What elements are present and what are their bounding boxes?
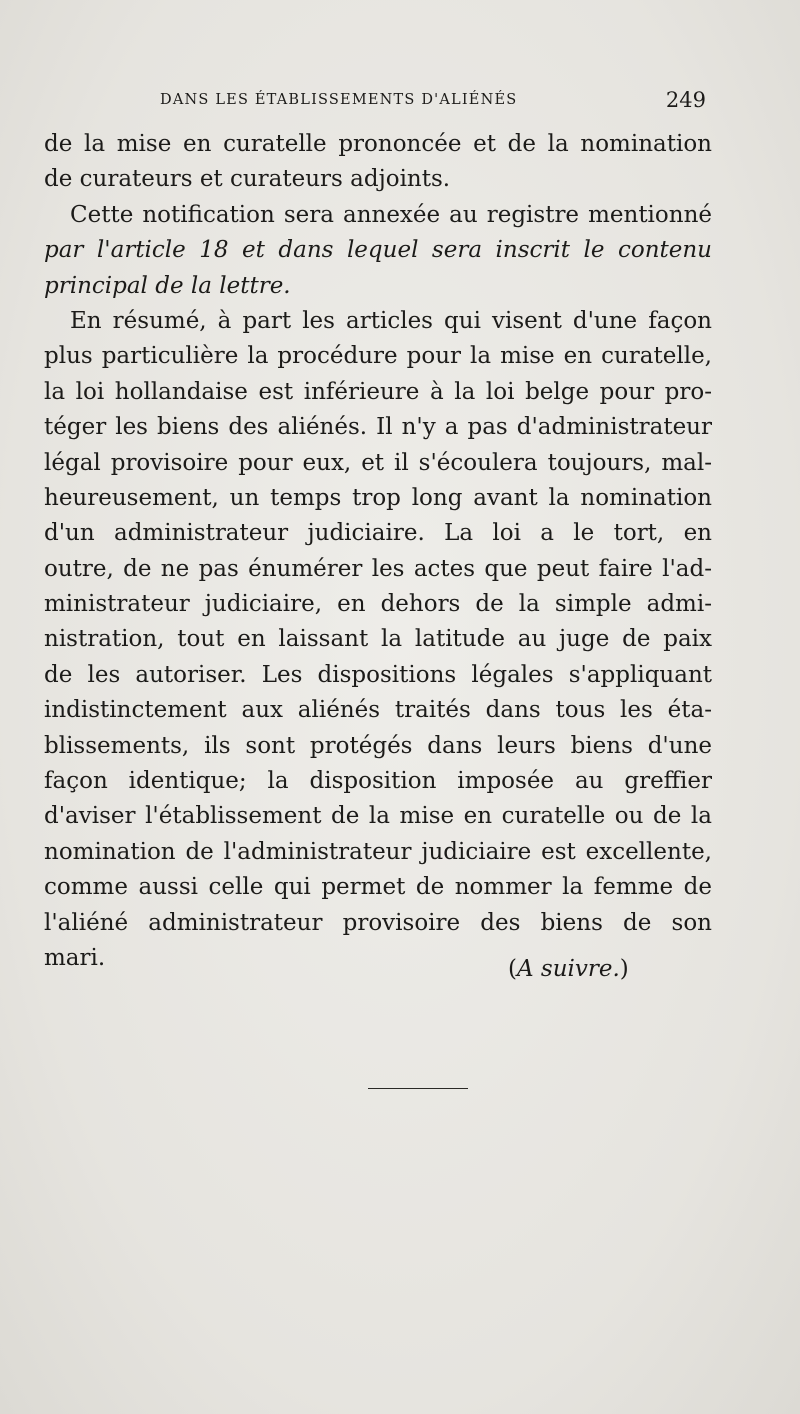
- body-text: [44, 127, 712, 976]
- text-line: mari.: [44, 944, 106, 971]
- suivre-text: A suivre.: [516, 956, 620, 982]
- text-line: de curateurs et curateurs adjoints.: [44, 166, 451, 193]
- text-line: par l'article 18 et dans lequel sera inscrit le contenu: [44, 237, 712, 264]
- close-paren: ): [619, 956, 629, 982]
- text-line: la loi hollandaise est inférieure à la loi belge pour pro-: [44, 378, 712, 405]
- page-header: [160, 88, 712, 118]
- text-line: l'aliéné administrateur provisoire des biens de son: [44, 909, 712, 936]
- text-line: principal de la lettre.: [44, 272, 291, 299]
- text-line: légal provisoire pour eux, et il s'écoulera toujours, mal-: [44, 449, 712, 476]
- text-line: de les autoriser. Les dispositions légales s'appliquant: [44, 661, 712, 688]
- text-line: d'aviser l'établissement de la mise en curatelle ou de la: [44, 803, 712, 830]
- text-line: outre, de ne pas énumérer les actes que peut faire l'ad-: [44, 555, 712, 582]
- text-line: de la mise en curatelle prononcée et de la nomination: [44, 131, 712, 157]
- text-line: façon identique; la disposition imposée au greffier: [44, 768, 712, 795]
- page-number: 249: [665, 88, 706, 112]
- text-line: comme aussi celle qui permet de nommer la femme de: [44, 874, 712, 901]
- text-line: nomination de l'administrateur judiciaire est excellente,: [44, 838, 712, 865]
- to-be-continued: [508, 956, 629, 982]
- text-line: En résumé, à part les articles qui visent d'une façon: [70, 307, 712, 334]
- text-line: nistration, tout en laissant la latitude au juge de paix: [44, 626, 712, 653]
- text-line: ministrateur judiciaire, en dehors de la simple admi-: [44, 591, 712, 618]
- running-head: DANS LES ÉTABLISSEMENTS D'ALIÉNÉS: [160, 92, 518, 108]
- text-line: Cette notification sera annexée au registre mentionné: [70, 201, 712, 228]
- text-line: blissements, ils sont protégés dans leurs biens d'une: [44, 732, 712, 759]
- text-line: indistinctement aux aliénés traités dans tous les éta-: [44, 697, 712, 724]
- open-paren: (: [508, 956, 517, 982]
- text-line: téger les biens des aliénés. Il n'y a pas d'administrateur: [44, 414, 712, 441]
- section-divider: [368, 1088, 468, 1089]
- text-line: plus particulière la procédure pour la mise en curatelle,: [44, 343, 712, 370]
- text-line: d'un administrateur judiciaire. La loi a le tort, en: [44, 520, 712, 547]
- text-line: heureusement, un temps trop long avant la nomination: [44, 484, 712, 511]
